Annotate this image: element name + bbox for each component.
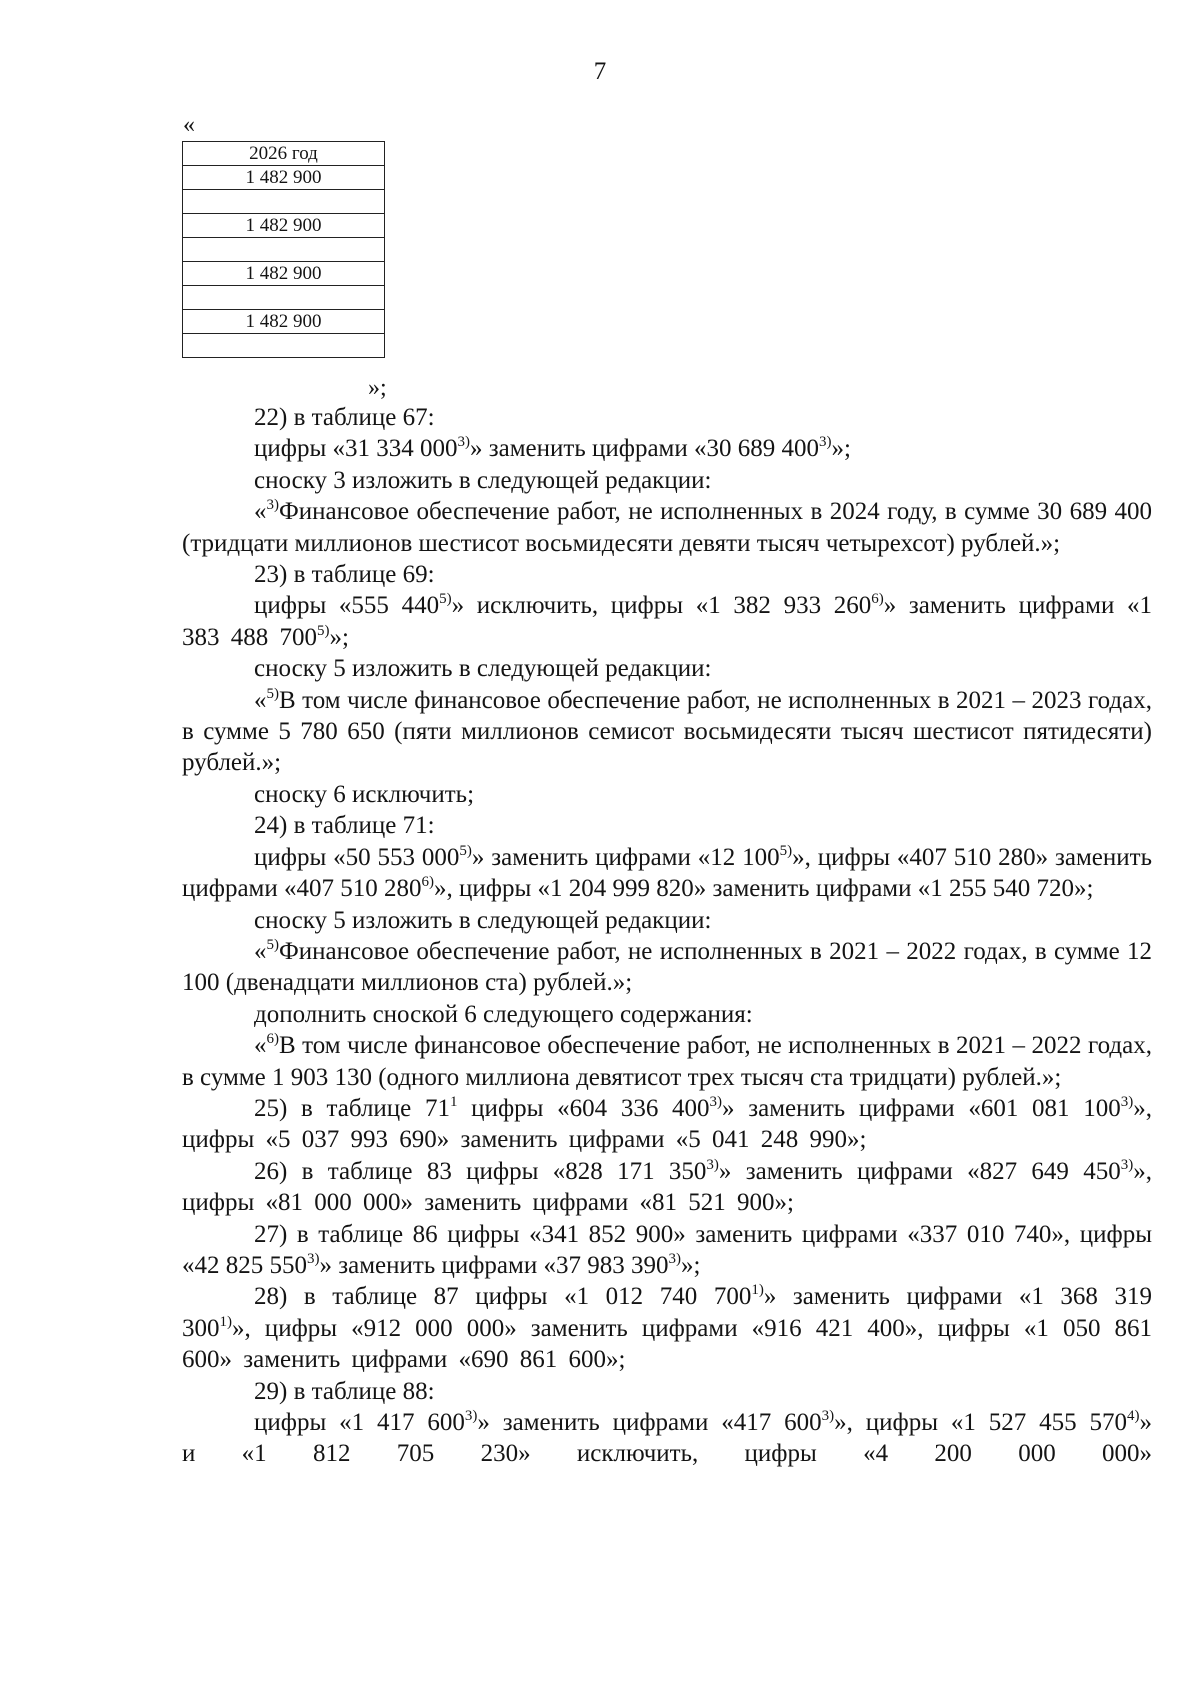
footnote-mark: 5) xyxy=(779,842,793,859)
closing-quote-mark: »; xyxy=(368,375,387,401)
table-cell: 1 482 900 xyxy=(183,262,385,286)
table-row xyxy=(183,334,385,358)
amendment-text: цифры «555 440$^{5)}$» исключить, цифры «1 382 933 260$^{6)}$» заменить цифрами «1 383 488 700$^{5)}$»; xyxy=(182,591,1152,651)
table-row xyxy=(183,262,385,286)
footnote-mark: 1) xyxy=(219,1313,232,1330)
footnote-mark: 3) xyxy=(821,1408,835,1424)
footnote-mark: 5) xyxy=(459,842,472,859)
table-row xyxy=(183,190,385,214)
amendment-item-23: 23) в таблице 69: xyxy=(254,561,435,589)
table-header-cell: 2026 год xyxy=(183,142,385,166)
footnote-text: «$^{6)}$В том числе финансовое обеспечение работ, не исполненных в 2021 – 2022 годах, в сумме 1 903 130 (одного миллиона девятисот трех тысяч ста тридцати) рублей.»; xyxy=(182,1031,1152,1091)
amendment-item-24: 24) в таблице 71: xyxy=(254,812,435,840)
footnote-text: «$^{5)}$В том числе финансовое обеспечение работ, не исполненных в 2021 – 2023 годах, в сумме 5 780 650 (пяти миллионов семисот восьмидесяти тысяч шестисот пятидесяти) рублей.»; xyxy=(182,685,1152,777)
footnote-text: «$^{5)}$Финансовое обеспечение работ, не исполненных в 2021 – 2022 годах, в сумме 12 100 (двенадцати миллионов ста) рублей.»; xyxy=(182,936,1152,997)
footnote-mark: 5) xyxy=(266,936,279,953)
footnote-mark: 3) xyxy=(1120,1156,1134,1173)
footnote-mark: 4) xyxy=(1126,1408,1140,1424)
page-number: 7 xyxy=(593,58,607,85)
amendment-text: сноску 5 изложить в следующей редакции: xyxy=(254,906,712,934)
table-header-row xyxy=(183,142,385,166)
footnote-mark: 3) xyxy=(706,1156,719,1173)
footnote-mark: 3) xyxy=(1120,1093,1134,1110)
amendment-item-22: 22) в таблице 67: xyxy=(254,404,435,431)
footnote-mark: 6) xyxy=(421,874,435,891)
table-cell xyxy=(183,190,385,214)
footnote-mark: 5) xyxy=(439,591,452,608)
amendment-text: сноску 5 изложить в следующей редакции: xyxy=(254,655,712,683)
amendment-item-28: 28) в таблице 87 цифры «1 012 740 700$^{1)}$» заменить цифрами «1 368 319 300$^{1)}$», цифры «912 000 000» заменить цифрами «916 421 400», цифры «1 050 861 600» заменить цифрами «690 861 600»; xyxy=(182,1282,1153,1374)
table-cell xyxy=(183,334,385,358)
footnote-mark: 3) xyxy=(464,1408,478,1424)
opening-quote-mark: « xyxy=(183,112,195,138)
table-cell: 1 482 900 xyxy=(183,214,385,238)
footnote-text: «$^{3)}$Финансовое обеспечение работ, не исполненных в 2024 году, в сумме 30 689 400 (тридцати миллионов шестисот восьмидесяти девяти тысяч четырехсот) рублей.»; xyxy=(182,497,1152,557)
amendment-text: сноску 3 изложить в следующей редакции: xyxy=(254,466,712,494)
table-cell xyxy=(183,238,385,262)
table-row xyxy=(183,286,385,310)
table-number-superscript: 1 xyxy=(449,1093,458,1110)
footnote-mark: 6) xyxy=(266,1031,279,1048)
amendment-text: цифры «1 417 600$^{3)}$» заменить цифрами «417 600$^{3)}$», цифры «1 527 455 570$^{4)}$» и «1 812 705 230» исключить, цифры «4 200 000 000» xyxy=(182,1408,1152,1468)
table-cell: 1 482 900 xyxy=(183,166,385,190)
amendment-text: цифры «31 334 000$^{3)}$» заменить цифрами «30 689 400$^{3)}$»; xyxy=(254,434,851,463)
footnote-mark: 5) xyxy=(266,685,279,702)
document-body xyxy=(182,402,1152,1470)
table-row xyxy=(183,166,385,190)
amendment-text: цифры «50 553 000$^{5)}$» заменить цифрами «12 100$^{5)}$», цифры «407 510 280» заменить цифрами «407 510 280$^{6)}$», цифры «1 204 999 820» заменить цифрами «1 255 540 720»; xyxy=(182,842,1152,903)
footnote-mark: 5) xyxy=(317,622,330,639)
footnote-mark: 3) xyxy=(709,1093,723,1110)
table-row xyxy=(183,238,385,262)
table-row xyxy=(183,214,385,238)
amendment-item-25: 25) в таблице $71^1$ цифры «604 336 400$^{3)}$» заменить цифрами «601 081 100$^{3)}$», цифры «5 037 993 690» заменить цифрами «5 041 248 990»; xyxy=(182,1093,1152,1154)
footnote-mark: 3) xyxy=(266,497,279,514)
footnote-mark: 3) xyxy=(307,1250,320,1267)
footnote-mark: 3) xyxy=(668,1250,681,1267)
footnote-mark: 6) xyxy=(871,591,884,608)
footnote-mark: 1) xyxy=(751,1282,764,1299)
table-cell: 1 482 900 xyxy=(183,310,385,334)
table-row xyxy=(183,310,385,334)
footnote-mark: 3) xyxy=(457,434,471,451)
amendment-item-27: 27) в таблице 86 цифры «341 852 900» заменить цифрами «337 010 740», цифры «42 825 550$^{3)}$» заменить цифрами «37 983 390$^{3)}$»; xyxy=(182,1220,1152,1279)
footnote-mark: 3) xyxy=(819,434,832,451)
year-2026-table xyxy=(182,141,385,358)
amendment-text: сноску 6 исключить; xyxy=(254,780,475,808)
amendment-item-29: 29) в таблице 88: xyxy=(254,1377,435,1405)
amendment-item-26: 26) в таблице 83 цифры «828 171 350$^{3)}$» заменить цифрами «827 649 450$^{3)}$», цифры «81 000 000» заменить цифрами «81 521 900»; xyxy=(182,1156,1152,1217)
amendment-text: дополнить сноской 6 следующего содержания: xyxy=(254,1000,753,1028)
table-cell xyxy=(183,286,385,310)
